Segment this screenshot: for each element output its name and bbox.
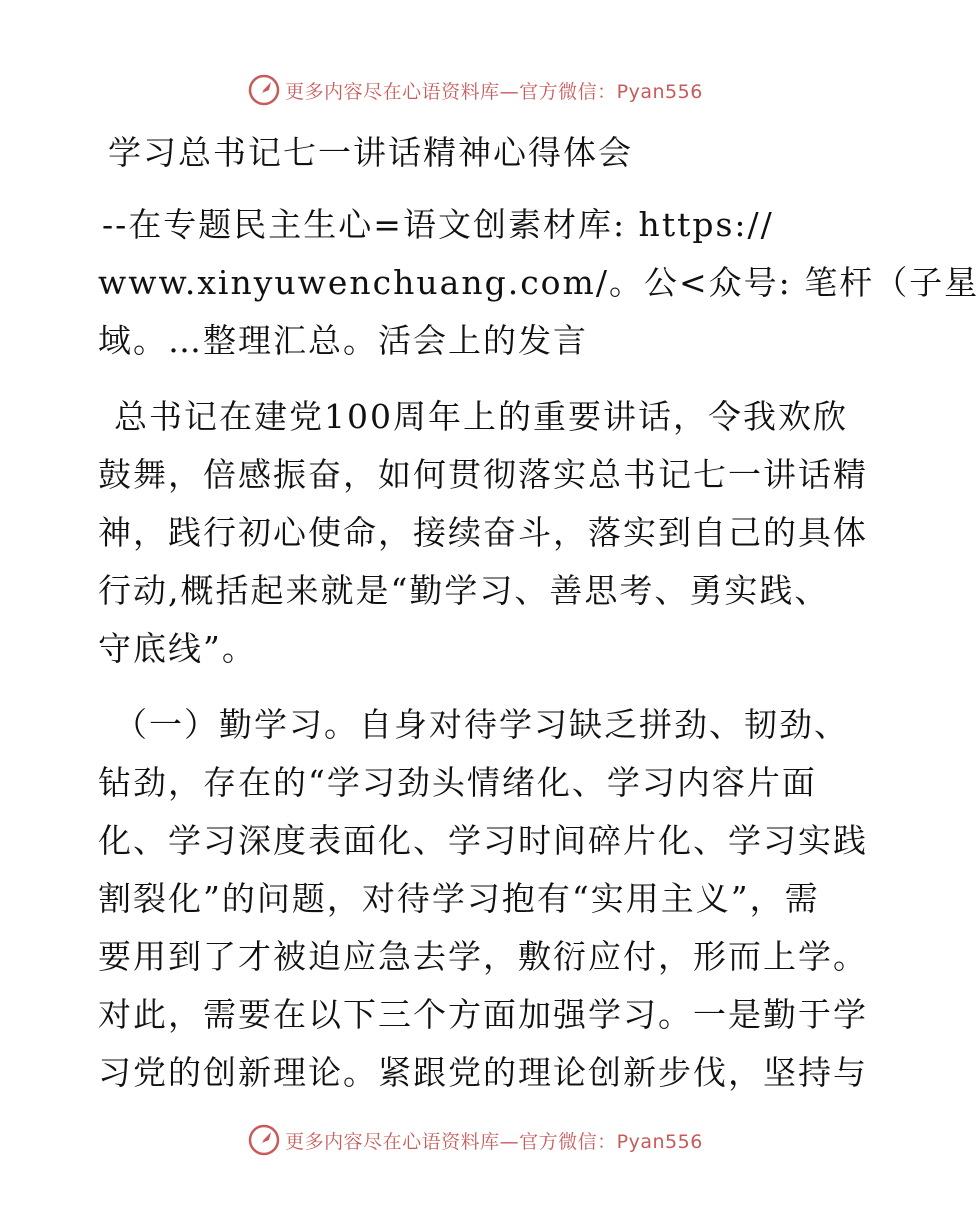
paragraph-line: 钻劲，存在的“学习劲头情绪化、学习内容片面: [98, 763, 817, 802]
subtitle-line: www.xinyuwenchuang.com/。公<众号: 笔杆（子星: [98, 263, 979, 302]
paragraph-line: 对此，需要在以下三个方面加强学习。一是勤于学: [98, 995, 868, 1034]
watermark-text: 更多内容尽在心语资料库—官方微信：Pyan556: [285, 1130, 703, 1153]
watermark-banner-top: [0, 70, 950, 110]
paragraph-line: 行动,概括起来就是“勤学习、善思考、勇实践、: [98, 571, 830, 610]
paragraph-line: 鼓舞，倍感振奋，如何贯彻落实总书记七一讲话精: [98, 455, 868, 494]
paragraph-line: 总书记在建党100周年上的重要讲话，令我欢欣: [114, 397, 848, 436]
document-title: 学习总书记七一讲话精神心得体会: [108, 133, 633, 172]
paragraph-line: 化、学习深度表面化、学习时间碎片化、学习实践: [98, 821, 868, 860]
document-body: [98, 124, 979, 1102]
subtitle-line: 域。…整理汇总。活会上的发言: [98, 321, 588, 360]
paragraph-line: 守底线”。: [98, 629, 257, 668]
paragraph-line: （一）勤学习。自身对待学习缺乏拼劲、韧劲、: [114, 705, 849, 744]
subtitle-line: --在专题民主生心=语文创素材库: https://: [102, 205, 774, 244]
paragraph-line: 要用到了才被迫应急去学，敷衍应付，形而上学。: [98, 937, 868, 976]
paragraph-line: 神，践行初心使命，接续奋斗，落实到自己的具体: [98, 513, 868, 552]
feather-quill-icon: [247, 73, 281, 107]
feather-quill-icon: [247, 1123, 281, 1157]
watermark-banner-bottom: [0, 1120, 950, 1160]
paragraph-line: 割裂化”的问题，对待学习抱有“实用主义”，需: [98, 879, 820, 918]
paragraph-line: 习党的创新理论。紧跟党的理论创新步伐，坚持与: [98, 1053, 868, 1092]
watermark-text: 更多内容尽在心语资料库—官方微信：Pyan556: [285, 80, 703, 103]
